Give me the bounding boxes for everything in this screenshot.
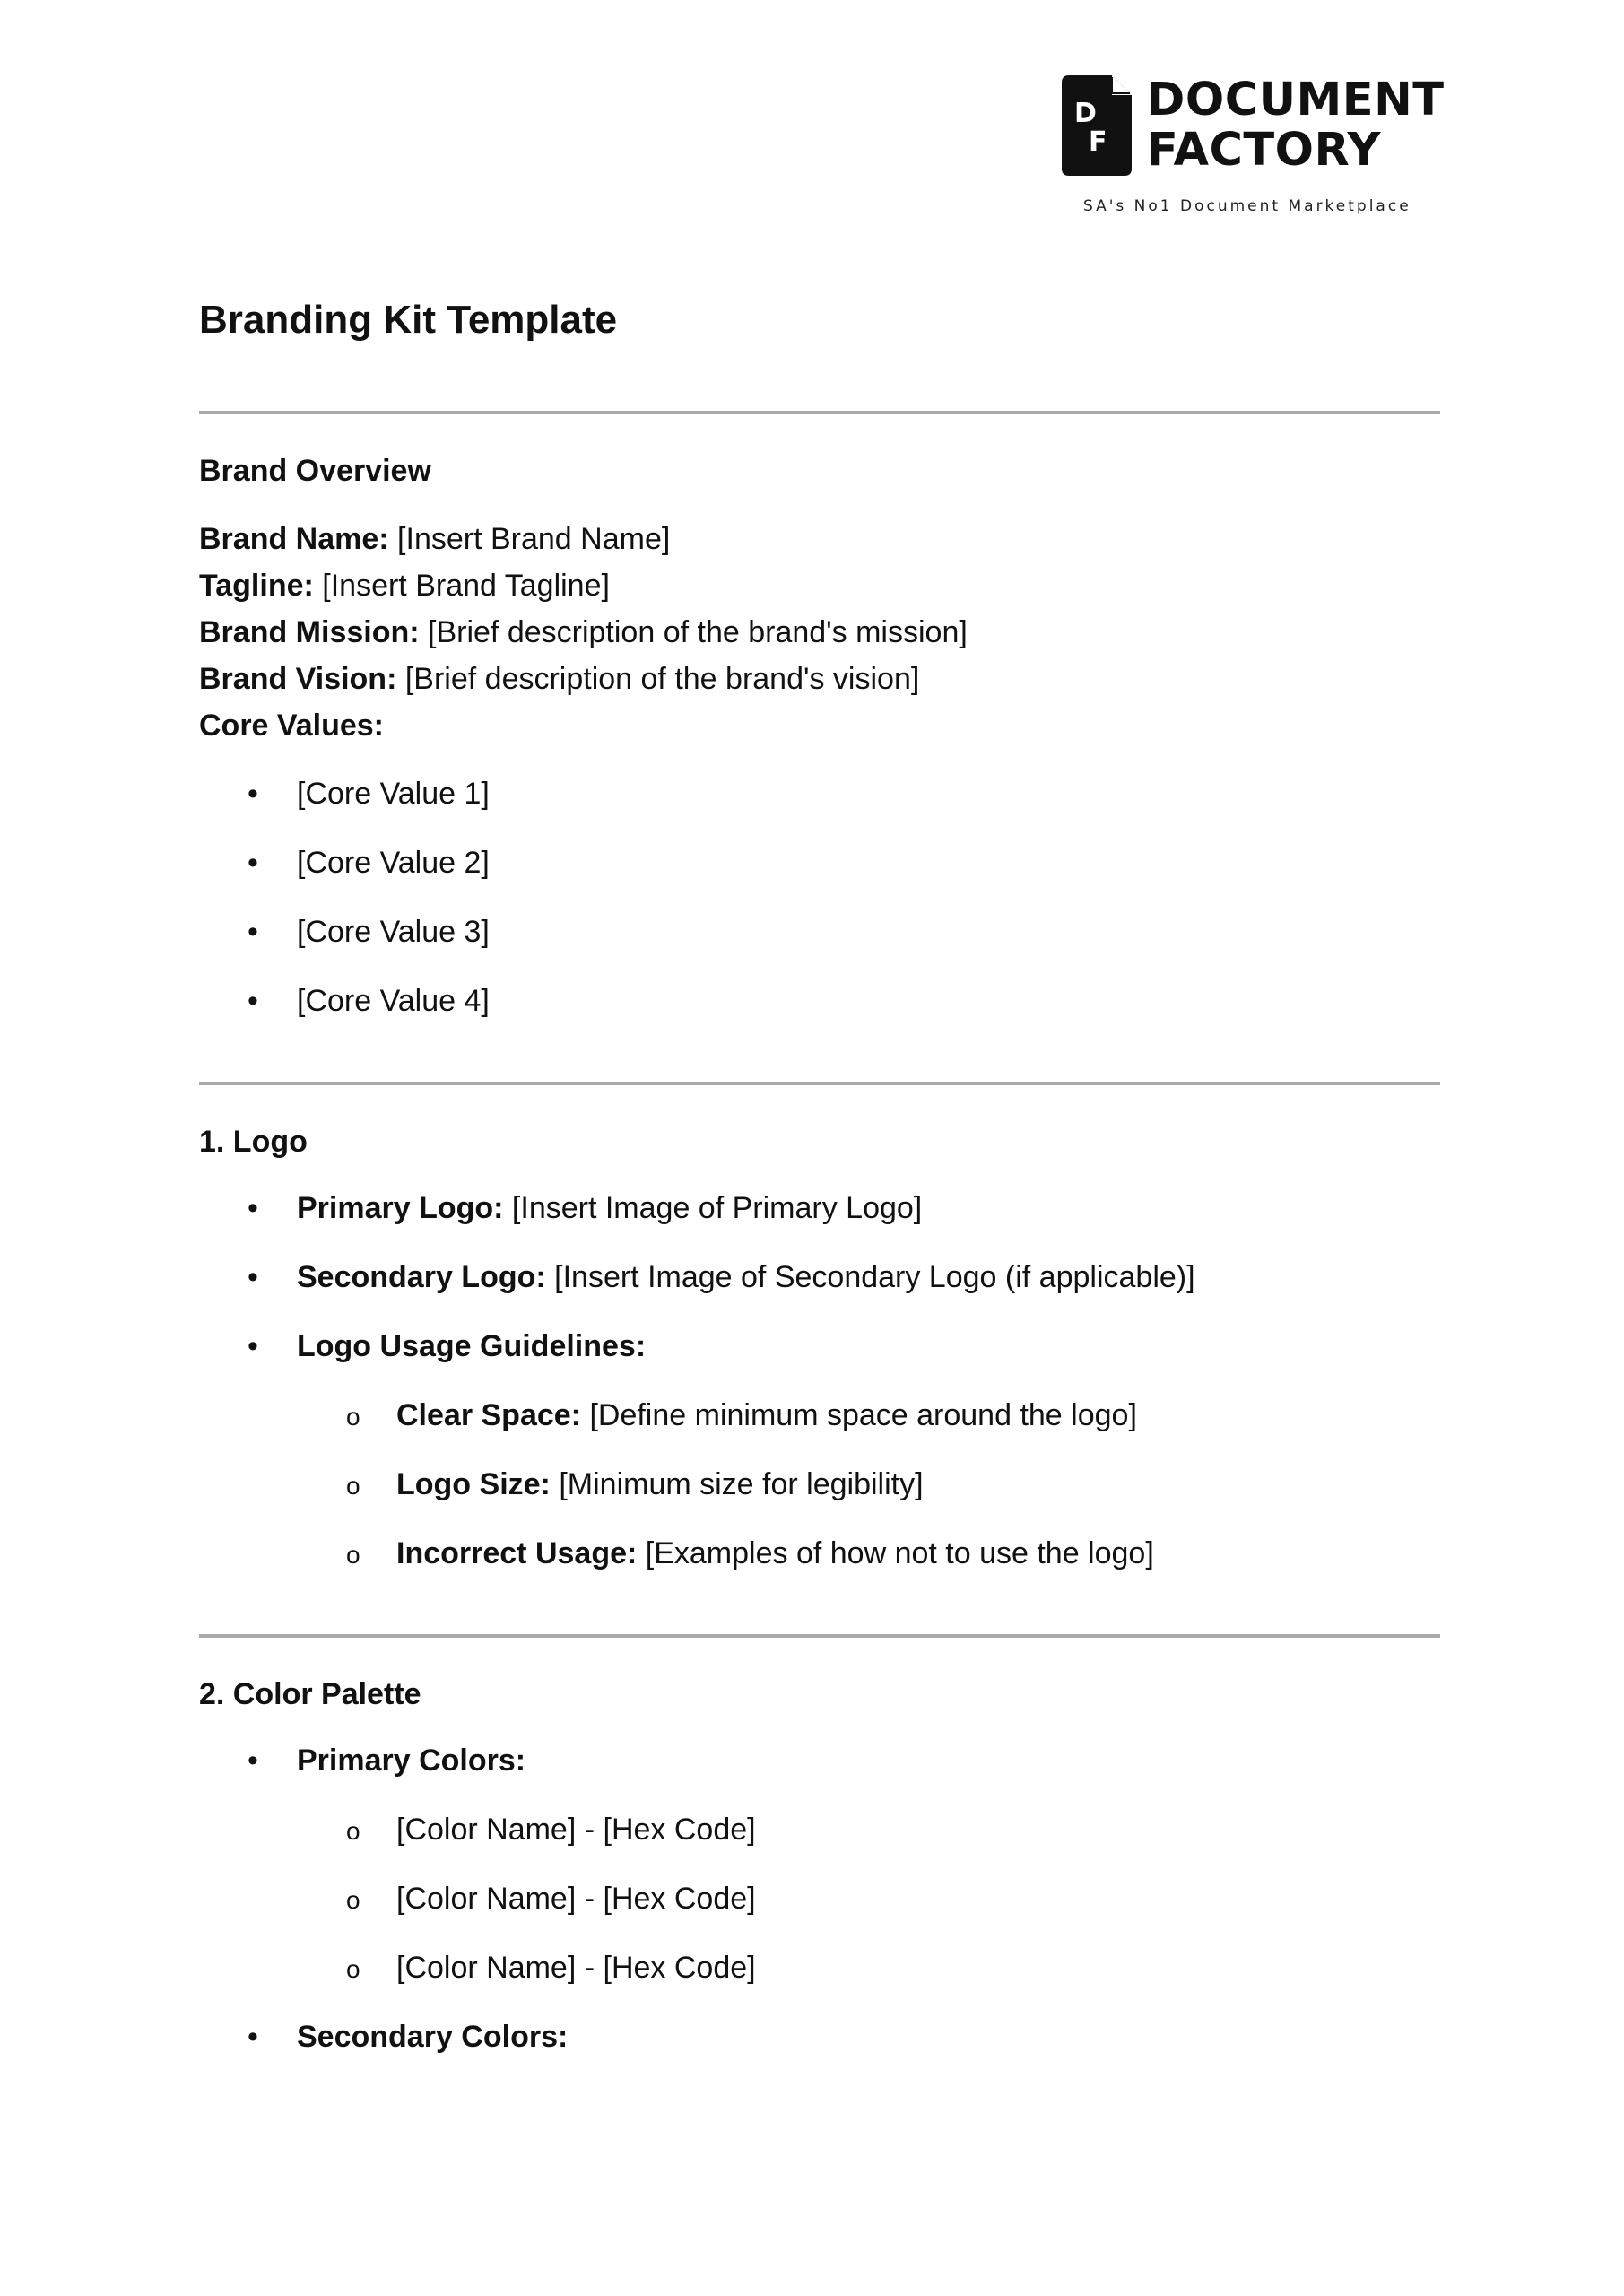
field-brand-mission: [199, 615, 968, 650]
item-label: Clear Space:: [396, 1398, 581, 1432]
section-heading-logo: 1. Logo: [199, 1125, 308, 1159]
item-label: Logo Usage Guidelines:: [297, 1329, 647, 1363]
item-value: [Insert Image of Secondary Logo (if applicable)]: [545, 1260, 1195, 1294]
bullet-disc-icon: •: [248, 2020, 258, 2054]
field-label: Tagline:: [199, 569, 314, 603]
list-item-primary-logo: [297, 1191, 922, 1226]
divider: [199, 1634, 1440, 1638]
svg-text:D: D: [1074, 98, 1097, 129]
field-tagline: [199, 569, 610, 604]
bullet-disc-icon: •: [248, 1191, 258, 1225]
list-item-logo-usage: [297, 1329, 646, 1364]
bullet-circle-icon: o: [346, 1541, 360, 1569]
field-brand-vision: [199, 662, 919, 697]
bullet-disc-icon: •: [248, 984, 258, 1018]
logo-tagline: SA's No1 Document Marketplace: [1083, 197, 1411, 215]
document-file-icon: [1062, 75, 1132, 176]
item-value: [Insert Image of Primary Logo]: [503, 1191, 923, 1225]
field-value: [Brief description of the brand's vision]: [396, 662, 920, 696]
item-value: [Minimum size for legibility]: [550, 1467, 924, 1501]
list-item-secondary-colors: [297, 2020, 568, 2055]
field-value: [Brief description of the brand's mission]: [419, 615, 968, 649]
field-label: Core Values:: [199, 709, 384, 743]
item-label: Primary Logo:: [297, 1191, 504, 1225]
item-label: Secondary Colors:: [297, 2020, 569, 2054]
field-core-values: [199, 709, 384, 744]
document-factory-logo: [1062, 74, 1445, 228]
list-item-color: [Color Name] - [Hex Code]: [396, 1813, 756, 1847]
bullet-disc-icon: •: [248, 777, 258, 811]
field-brand-name: [199, 522, 670, 557]
field-label: Brand Vision:: [199, 662, 397, 696]
bullet-circle-icon: o: [346, 1955, 360, 1983]
bullet-disc-icon: •: [248, 846, 258, 880]
bullet-circle-icon: o: [346, 1472, 360, 1500]
section-heading-brand-overview: Brand Overview: [199, 454, 431, 488]
item-label: Primary Colors:: [297, 1744, 526, 1778]
bullet-circle-icon: o: [346, 1403, 360, 1431]
list-item: [Core Value 4]: [297, 984, 490, 1018]
field-label: Brand Mission:: [199, 615, 420, 649]
logo-wordmark: [1147, 75, 1445, 176]
list-item-secondary-logo: [297, 1260, 1195, 1295]
bullet-circle-icon: o: [346, 1886, 360, 1914]
list-item-color: [Color Name] - [Hex Code]: [396, 1882, 756, 1916]
bullet-disc-icon: •: [248, 915, 258, 949]
item-value: [Examples of how not to use the logo]: [637, 1536, 1154, 1570]
bullet-disc-icon: •: [248, 1744, 258, 1778]
bullet-disc-icon: •: [248, 1329, 258, 1363]
section-heading-color-palette: 2. Color Palette: [199, 1677, 421, 1711]
list-item-primary-colors: [297, 1744, 525, 1779]
logo-line1: DOCUMENT: [1147, 74, 1445, 126]
item-value: [Define minimum space around the logo]: [581, 1398, 1137, 1432]
list-item: [Core Value 2]: [297, 846, 490, 880]
list-item-incorrect-usage: [396, 1536, 1154, 1571]
item-label: Incorrect Usage:: [396, 1536, 638, 1570]
list-item: [Core Value 3]: [297, 915, 490, 949]
divider: [199, 1082, 1440, 1085]
bullet-disc-icon: •: [248, 1260, 258, 1294]
logo-line2: FACTORY: [1147, 124, 1381, 177]
list-item-color: [Color Name] - [Hex Code]: [396, 1951, 756, 1985]
divider: [199, 411, 1440, 414]
field-label: Brand Name:: [199, 522, 389, 556]
list-item-clear-space: [396, 1398, 1137, 1433]
field-value: [Insert Brand Name]: [388, 522, 671, 556]
list-item-logo-size: [396, 1467, 924, 1502]
svg-text:F: F: [1089, 126, 1107, 158]
item-label: Secondary Logo:: [297, 1260, 546, 1294]
bullet-circle-icon: o: [346, 1817, 360, 1845]
item-label: Logo Size:: [396, 1467, 551, 1501]
list-item: [Core Value 1]: [297, 777, 490, 811]
field-value: [Insert Brand Tagline]: [313, 569, 610, 603]
page-title: Branding Kit Template: [199, 298, 618, 342]
